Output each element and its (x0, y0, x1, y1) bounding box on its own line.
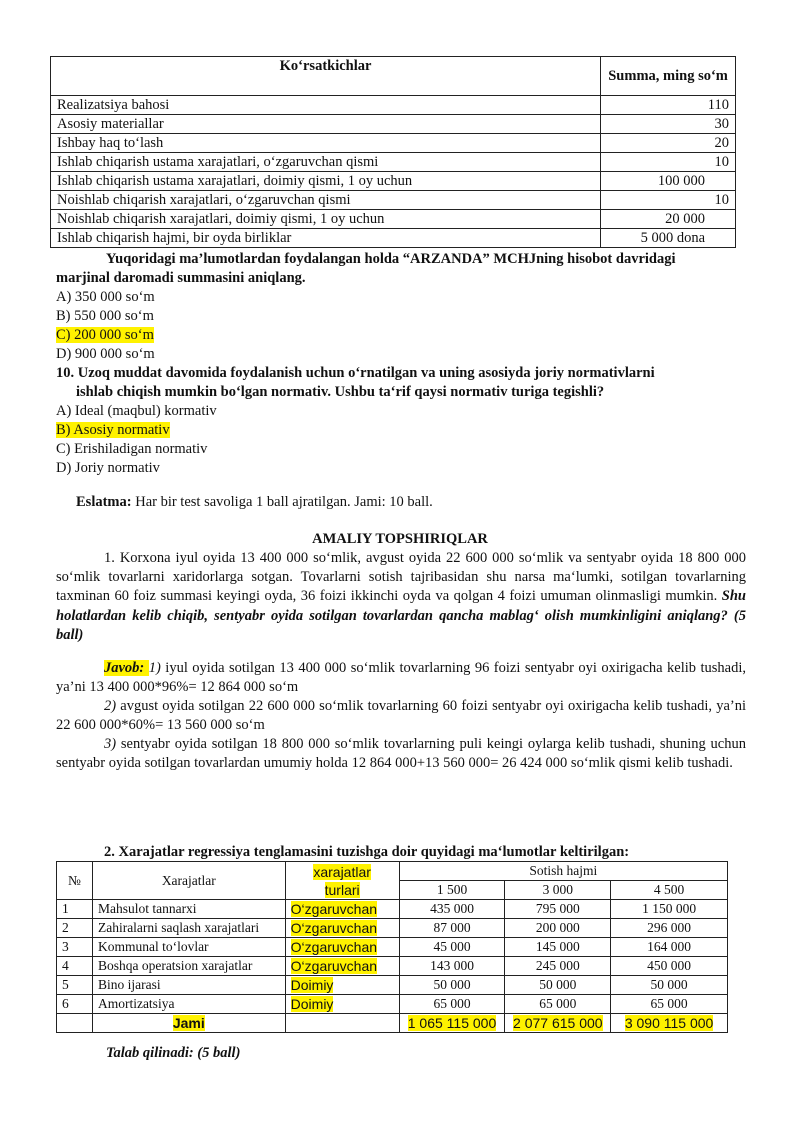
header-indicators: Ko‘rsatkichlar (51, 57, 601, 96)
row-type (285, 957, 399, 976)
row-value-1: 50 000 (399, 976, 505, 995)
row-value: 100 000 (601, 172, 736, 191)
row-value-1: 65 000 (399, 995, 505, 1014)
row-label: Ishlab chiqarish ustama xarajatlari, o‘zgaruvchan qismi (51, 153, 601, 172)
row-type-label: Doimiy (290, 977, 334, 993)
row-value-2: 50 000 (505, 976, 611, 995)
q10-option-c[interactable]: C) Erishiladigan normativ (56, 441, 208, 457)
row-value: 20 (601, 134, 736, 153)
table-header-row (57, 862, 728, 881)
table-row (51, 191, 736, 210)
table-row (51, 115, 736, 134)
total-value-2: 2 077 615 000 (513, 1015, 603, 1031)
row-value-2: 145 000 (505, 938, 611, 957)
row-value-3: 50 000 (611, 976, 728, 995)
q9-text-line1: Yuqoridagi ma’lumotlardan foydalangan holda “ARZANDA” MCHJning hisobot davridagi (106, 251, 676, 267)
row-value: 20 000 (601, 210, 736, 229)
table-total-row (57, 1014, 728, 1033)
q9-option-a[interactable]: A) 350 000 so‘m (56, 289, 155, 305)
task2-title: 2. Xarajatlar regressiya tenglamasini tuzishga doir quyidagi ma‘lumotlar keltirilgan: (104, 844, 630, 860)
row-value-3: 65 000 (611, 995, 728, 1014)
total-value-1: 1 065 115 000 (407, 1015, 497, 1031)
answer-paragraph-2 (56, 697, 746, 735)
header-type (285, 862, 399, 900)
table-header-row (51, 57, 736, 96)
row-value: 5 000 dona (601, 229, 736, 248)
total-value-1-cell (399, 1014, 505, 1033)
row-no: 1 (57, 900, 93, 919)
total-no (57, 1014, 93, 1033)
row-label: Ishlab chiqarish hajmi, bir oyda birliklar (51, 229, 601, 248)
row-value-1: 45 000 (399, 938, 505, 957)
row-label: Noishlab chiqarish xarajatlari, o‘zgaruvchan qismi (51, 191, 601, 210)
q9-option-b[interactable]: B) 550 000 so‘m (56, 308, 154, 324)
required-text: Talab qilinadi: (5 ball) (106, 1045, 241, 1061)
task1-paragraph (56, 549, 746, 645)
row-label: Realizatsiya bahosi (51, 96, 601, 115)
header-no: № (57, 862, 93, 900)
row-type-label: O‘zgaruvchan (290, 901, 378, 917)
task1-question: Shu holatlardan kelib chiqib, sentyabr oyida sotilgan tovarlardan qancha mablag‘ olish mumkinligini aniqlang? (5 ball) (56, 588, 746, 643)
row-value-1: 435 000 (399, 900, 505, 919)
table-row (51, 153, 736, 172)
row-type (285, 919, 399, 938)
row-label: Noishlab chiqarish xarajatlari, doimiy qismi, 1 oy uchun (51, 210, 601, 229)
row-value-3: 450 000 (611, 957, 728, 976)
task1-text: 1. Korxona iyul oyida 13 400 000 so‘mlik, avgust oyida 22 600 000 so‘mlik va sentyabr oyida 18 800 000 so‘mlik tovarlarni xaridorlarga sotgan. Tovarlarni sotish tajribasidan shu narsa ma‘lumki, sotilgan tovarlarning taxminan 60 foiz summasi keyingi oyda, 36 foizi ikkinchi oyda va qolgan 4 foizi umuman olinmasligi mumkin. (56, 550, 746, 605)
table-row (57, 976, 728, 995)
row-label: Ishbay haq to‘lash (51, 134, 601, 153)
row-no: 6 (57, 995, 93, 1014)
table-row (57, 957, 728, 976)
expenses-table (56, 861, 728, 1033)
row-name: Bino ijarasi (92, 976, 285, 995)
q10-option-d[interactable]: D) Joriy normativ (56, 460, 160, 476)
row-name: Boshqa operatsion xarajatlar (92, 957, 285, 976)
row-type-label: Doimiy (290, 996, 334, 1012)
q9-option-c[interactable] (56, 326, 154, 345)
row-no: 5 (57, 976, 93, 995)
table-row (51, 134, 736, 153)
header-volume-3: 4 500 (611, 881, 728, 900)
row-type (285, 938, 399, 957)
row-value: 30 (601, 115, 736, 134)
row-value-2: 245 000 (505, 957, 611, 976)
header-costs: Xarajatlar (92, 862, 285, 900)
q10-option-a[interactable]: A) Ideal (maqbul) kormativ (56, 403, 217, 419)
header-volume-2: 3 000 (505, 881, 611, 900)
note-text: Har bir test savoliga 1 ball ajratilgan. Jami: 10 ball. (131, 494, 433, 510)
header-amount: Summa, ming so‘m (601, 57, 736, 96)
row-type-label: O‘zgaruvchan (290, 920, 378, 936)
q10-text-line2: ishlab chiqish mumkin bo‘lgan normativ. Ushbu ta‘rif qaysi normativ turiga tegishli? (76, 384, 605, 400)
answer-paragraph-1 (56, 659, 746, 697)
row-value: 10 (601, 191, 736, 210)
row-value-3: 164 000 (611, 938, 728, 957)
answer-num-1: 1) (148, 660, 161, 676)
row-name: Zahiralarni saqlash xarajatlari (92, 919, 285, 938)
section-title: AMALIY TOPSHIRIQLAR (312, 531, 488, 547)
row-value: 10 (601, 153, 736, 172)
q10-option-b[interactable] (56, 421, 170, 440)
row-label: Ishlab chiqarish ustama xarajatlari, doimiy qismi, 1 oy uchun (51, 172, 601, 191)
row-type-label: O‘zgaruvchan (290, 939, 378, 955)
table-row (51, 210, 736, 229)
q10-option-b-label: B) Asosiy normativ (56, 422, 170, 438)
row-name: Kommunal to‘lovlar (92, 938, 285, 957)
answer-label: Javob: (104, 660, 149, 676)
note-label: Eslatma: (76, 494, 132, 510)
row-no: 2 (57, 919, 93, 938)
row-type-label: O‘zgaruvchan (290, 958, 378, 974)
row-type (285, 900, 399, 919)
row-value: 110 (601, 96, 736, 115)
answer-text-2: avgust oyida sotilgan 22 600 000 so‘mlik tovarlarning 60 foizi sentyabr oyi oxirigacha kelib tushadi, ya’ni 22 600 000*60%= 13 560 000 so‘m (56, 698, 746, 734)
row-type (285, 995, 399, 1014)
table-row (51, 229, 736, 248)
header-sales-volume: Sotish hajmi (399, 862, 727, 881)
table-row (51, 96, 736, 115)
header-type-line1: xarajatlar (313, 863, 371, 880)
row-value-2: 200 000 (505, 919, 611, 938)
row-value-1: 87 000 (399, 919, 505, 938)
table-row (57, 919, 728, 938)
answer-paragraph-3 (56, 735, 746, 773)
header-type-line2: turlari (324, 881, 360, 898)
table-row (57, 995, 728, 1014)
row-name: Amortizatsiya (92, 995, 285, 1014)
row-no: 4 (57, 957, 93, 976)
indicators-table (50, 56, 736, 248)
table-row (57, 938, 728, 957)
row-value-2: 795 000 (505, 900, 611, 919)
q9-option-d[interactable]: D) 900 000 so‘m (56, 346, 155, 362)
row-type (285, 976, 399, 995)
row-name: Mahsulot tannarxi (92, 900, 285, 919)
row-value-1: 143 000 (399, 957, 505, 976)
total-type (285, 1014, 399, 1033)
q9-option-c-label: C) 200 000 so‘m (56, 327, 154, 343)
q9-text-line2: marjinal daromadi summasini aniqlang. (56, 270, 306, 286)
total-value-3: 3 090 115 000 (624, 1015, 714, 1031)
total-value-2-cell (505, 1014, 611, 1033)
row-value-2: 65 000 (505, 995, 611, 1014)
answer-text-3: sentyabr oyida sotilgan 18 800 000 so‘mlik tovarlarning puli keingi oylarga kelib tushadi, shuning uchun sentyabr oyida sotilgan tovarlardan umumiy holda 12 864 000+13 560 000= 26 424 000 so‘mlik qismi kelib tushadi. (56, 736, 746, 772)
answer-num-2: 2) (104, 698, 117, 714)
answer-text-1: iyul oyida sotilgan 13 400 000 so‘mlik tovarlarning 96 foizi sentyabr oyi oxirigacha kelib tushadi, ya’ni 13 400 000*96%= 12 864 000 so‘m (56, 660, 747, 696)
row-value-3: 296 000 (611, 919, 728, 938)
table-row (51, 172, 736, 191)
row-label: Asosiy materiallar (51, 115, 601, 134)
answer-num-3: 3) (104, 736, 117, 752)
total-value-3-cell (611, 1014, 728, 1033)
row-value-3: 1 150 000 (611, 900, 728, 919)
total-label-cell (92, 1014, 285, 1033)
total-label: Jami (172, 1015, 205, 1031)
note (76, 493, 433, 512)
q10-text-line1: 10. Uzoq muddat davomida foydalanish uchun o‘rnatilgan va uning asosiyda joriy normativlarni (56, 365, 655, 381)
row-no: 3 (57, 938, 93, 957)
table-row (57, 900, 728, 919)
header-volume-1: 1 500 (399, 881, 505, 900)
